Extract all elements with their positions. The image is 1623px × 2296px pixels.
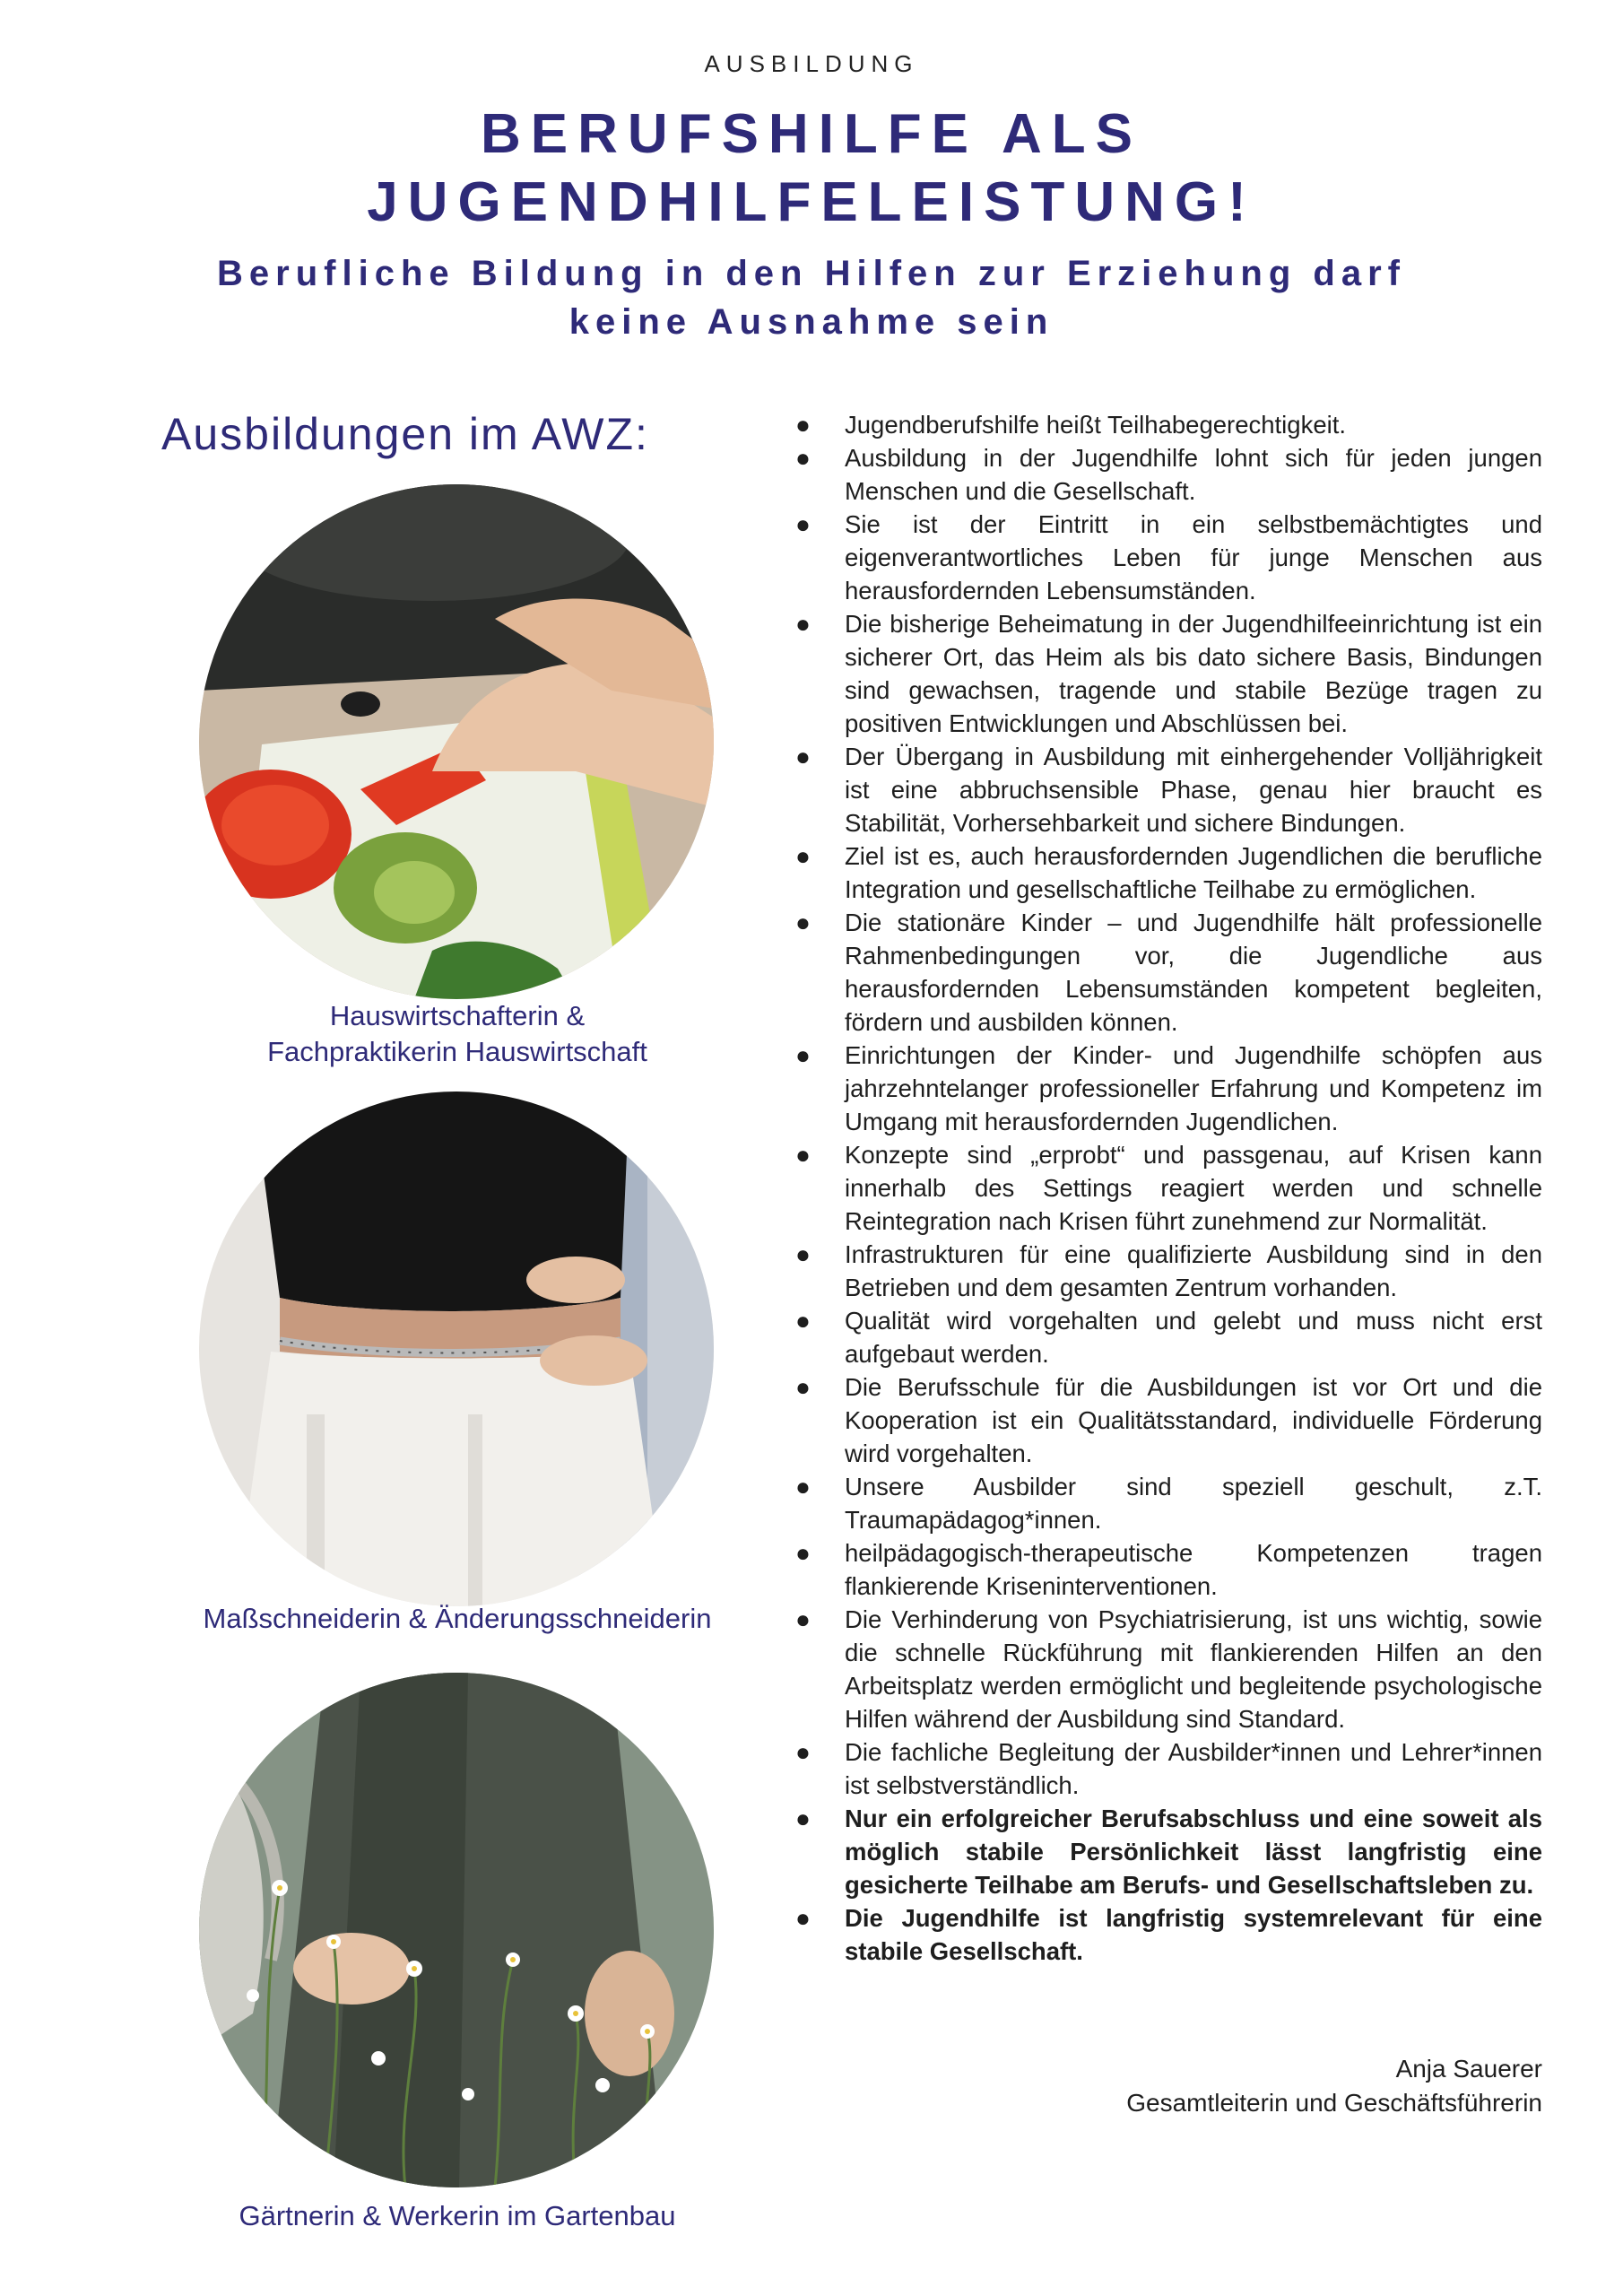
training-caption-household	[135, 998, 780, 1070]
bullet-icon: ●	[795, 1240, 811, 1268]
bullet-icon: ●	[795, 1904, 811, 1932]
list-item-text: Die Jugendhilfe ist langfristig systemrelevant für eine stabile Gesellschaft.	[845, 1904, 1542, 1965]
list-item-text: Infrastrukturen für eine qualifizierte Ausbildung sind in den Betrieben und dem gesamten Zentrum vorhanden.	[845, 1240, 1542, 1301]
list-item-text: Die Verhinderung von Psychiatrisierung, ist uns wichtig, sowie die schnelle Rückführung mit flankierenden Hilfen an den Arbeitsplatz werden ermöglicht und begleitende psychologische Hilfen während der Ausbildung sind Standard.	[845, 1605, 1542, 1733]
list-item	[789, 508, 1542, 607]
bullet-icon: ●	[795, 1738, 811, 1766]
bullet-icon: ●	[795, 743, 811, 770]
list-item-text: Nur ein erfolgreicher Berufsabschluss und eine soweit als möglich stabile Persönlichkeit lässt langfristig eine gesicherte Teilhabe am Berufs- und Gesellschaftsleben zu.	[845, 1805, 1542, 1899]
list-item-text: Der Übergang in Ausbildung mit einhergehender Volljährigkeit ist eine abbruchsensible Phase, genau hier braucht es Stabilität, Vorhersehbarkeit und sichere Bindungen.	[845, 743, 1542, 837]
bullet-icon: ●	[795, 610, 811, 638]
bullet-icon: ●	[795, 1307, 811, 1335]
list-item-text: Ziel ist es, auch herausfordernden Jugendlichen die berufliche Integration und gesellschaftliche Teilhabe zu ermöglichen.	[845, 842, 1542, 903]
list-item	[789, 1901, 1542, 1968]
list-item-text: Einrichtungen der Kinder- und Jugendhilfe schöpfen aus jahrzehntelanger professioneller Erfahrung und Kompetenz im Umgang mit herausfordernden Jugendlichen.	[845, 1041, 1542, 1135]
caption-line: Fachpraktikerin Hauswirtschaft	[267, 1036, 647, 1067]
list-item	[789, 408, 1542, 441]
caption-line: Maßschneiderin & Änderungsschneiderin	[203, 1603, 712, 1634]
tailoring-photo	[199, 1091, 714, 1606]
bullet-icon: ●	[795, 1539, 811, 1567]
bullet-icon: ●	[795, 1141, 811, 1169]
bullet-icon: ●	[795, 1041, 811, 1069]
list-item	[789, 1039, 1542, 1138]
list-item-text: Die fachliche Begleitung der Ausbilder*innen und Lehrer*innen ist selbstverständlich.	[845, 1738, 1542, 1799]
list-item	[789, 740, 1542, 839]
list-item	[789, 1603, 1542, 1735]
bullet-icon: ●	[795, 411, 811, 439]
bullet-icon: ●	[795, 909, 811, 936]
section-kicker: AUSBILDUNG	[704, 50, 919, 77]
list-item	[789, 1238, 1542, 1304]
signature-block	[1126, 2052, 1542, 2120]
list-item	[789, 1802, 1542, 1901]
list-item-text: Die Berufsschule für die Ausbildungen ist vor Ort und die Kooperation ist ein Qualitätsstandard, individuelle Förderung wird vorgehalten.	[845, 1373, 1542, 1467]
list-item	[789, 1138, 1542, 1238]
list-item	[789, 607, 1542, 740]
list-item-text: Qualität wird vorgehalten und gelebt und muss nicht erst aufgebaut werden.	[845, 1307, 1542, 1368]
caption-line: Gärtnerin & Werkerin im Gartenbau	[239, 2200, 676, 2231]
kitchen-photo	[199, 484, 714, 999]
training-caption-gardening	[135, 2198, 780, 2234]
bullet-icon: ●	[795, 1373, 811, 1401]
gardening-photo	[199, 1673, 714, 2187]
list-item	[789, 1735, 1542, 1802]
training-caption-tailoring	[135, 1601, 780, 1637]
trainings-heading: Ausbildungen im AWZ:	[161, 409, 649, 459]
list-item-text: Konzepte sind „erprobt“ und passgenau, auf Krisen kann innerhalb des Settings reagiert werden und schnelle Reintegration nach Krisen führt zunehmend zur Normalität.	[845, 1141, 1542, 1235]
page-title-line-1: BERUFSHILFE ALS	[481, 103, 1142, 165]
page-title-line-2: JUGENDHILFELEISTUNG!	[367, 171, 1256, 233]
page-subtitle-line-1: Berufliche Bildung in den Hilfen zur Erziehung darf	[217, 254, 1406, 293]
list-item-text: heilpädagogisch-therapeutische Kompetenzen tragen flankierende Kriseninterventionen.	[845, 1539, 1542, 1600]
list-item	[789, 1536, 1542, 1603]
list-item-text: Die stationäre Kinder – und Jugendhilfe hält professionelle Rahmenbedingungen vor, die Jugendliche aus herausfordernden Lebensumständen kompetent begleiten, fördern und ausbilden können.	[845, 909, 1542, 1036]
page-title	[0, 100, 1623, 237]
caption-line: Hauswirtschafterin &	[329, 1000, 586, 1031]
list-item-text: Sie ist der Eintritt in ein selbstbemächtigtes und eigenverantwortliches Leben für junge Menschen aus herausfordernden Lebensumständen.	[845, 510, 1542, 604]
list-item	[789, 1304, 1542, 1370]
bullet-icon: ●	[795, 1605, 811, 1633]
page-subtitle-line-2: keine Ausnahme sein	[568, 302, 1055, 342]
list-item-text: Jugendberufshilfe heißt Teilhabegerechtigkeit.	[845, 411, 1347, 439]
argument-list	[789, 408, 1542, 1968]
bullet-icon: ●	[795, 510, 811, 538]
list-item	[789, 839, 1542, 906]
signature-role: Gesamtleiterin und Geschäftsführerin	[1126, 2089, 1542, 2117]
arguments-column	[789, 408, 1542, 1968]
bullet-icon: ●	[795, 1805, 811, 1832]
bullet-icon: ●	[795, 1473, 811, 1500]
signature-name: Anja Sauerer	[1395, 2055, 1542, 2083]
list-item	[789, 1470, 1542, 1536]
list-item	[789, 1370, 1542, 1470]
list-item	[789, 441, 1542, 508]
list-item	[789, 906, 1542, 1039]
list-item-text: Ausbildung in der Jugendhilfe lohnt sich für jeden jungen Menschen und die Gesellschaft.	[845, 444, 1542, 505]
bullet-icon: ●	[795, 842, 811, 870]
list-item-text: Unsere Ausbilder sind speziell geschult, z.T. Traumapädagog*innen.	[845, 1473, 1542, 1534]
page-subtitle	[0, 249, 1623, 346]
bullet-icon: ●	[795, 444, 811, 472]
list-item-text: Die bisherige Beheimatung in der Jugendhilfeeinrichtung ist ein sicherer Ort, das Heim als bis dato sichere Basis, Bindungen sind gewachsen, tragende und stabile Bezüge tragen zu positiven Entwicklungen und Abschlüssen bei.	[845, 610, 1542, 737]
